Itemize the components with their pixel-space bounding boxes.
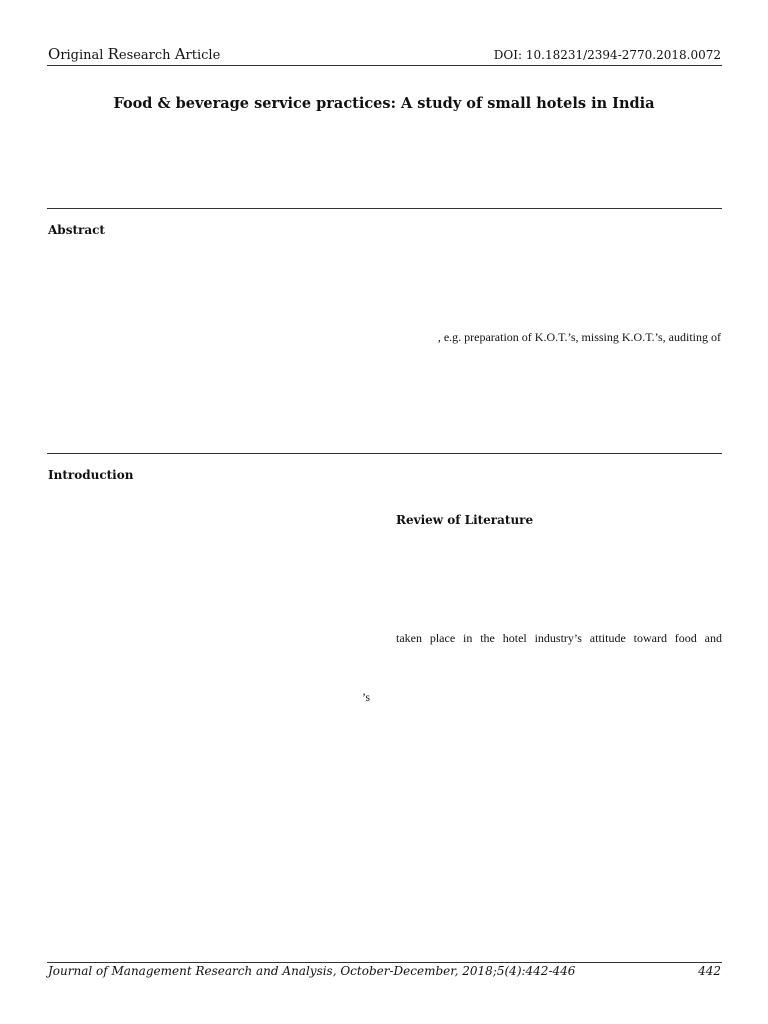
title-divider [47, 208, 722, 209]
page-number: 442 [698, 964, 721, 978]
abstract-text-fragment: , e.g. preparation of K.O.T.’s, missing K.O.T.’s, auditing of [437, 330, 721, 344]
doi-label[interactable]: DOI: 10.18231/2394-2770.2018.0072 [493, 48, 721, 62]
abstract-divider [47, 453, 722, 454]
article-type-initial: A [174, 45, 186, 63]
review-of-literature-heading: Review of Literature [396, 513, 534, 527]
abstract-heading: Abstract [48, 223, 105, 237]
article-type-word-rest: rticle [185, 48, 221, 63]
article-type-label [48, 45, 220, 65]
header-divider [47, 65, 722, 66]
article-type-word-rest: esearch [118, 48, 175, 63]
journal-citation: Journal of Management Research and Analysis, October-December, 2018;5(4):442-446 [48, 964, 576, 978]
article-type-word-rest: riginal [60, 48, 108, 63]
introduction-heading: Introduction [48, 468, 134, 482]
article-type-initial: R [107, 45, 119, 63]
introduction-text-fragment: ’s [362, 690, 371, 704]
paper-title: Food & beverage service practices: A study of small hotels in India [113, 95, 655, 112]
article-type-initial: O [48, 45, 61, 63]
review-text-fragment: taken place in the hotel industry’s attitude toward food and [396, 631, 722, 645]
